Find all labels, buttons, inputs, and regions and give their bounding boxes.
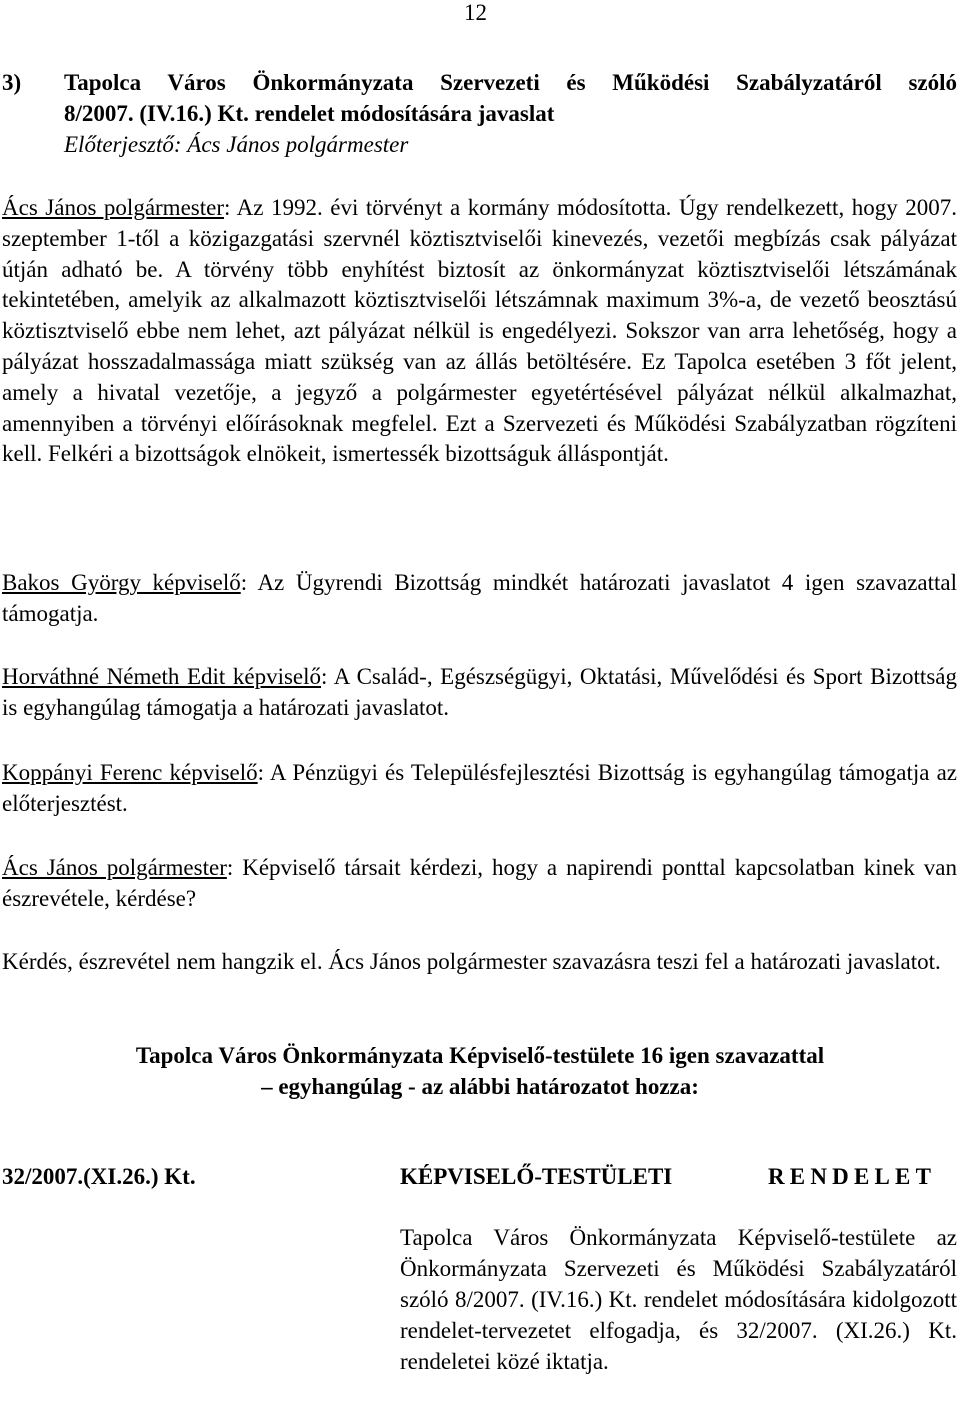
agenda-title-line2: 8/2007. (IV.16.) Kt. rendelet módosítására javaslat	[64, 100, 555, 126]
agenda-number: 3)	[2, 70, 22, 95]
motion-statement	[0, 1041, 960, 1103]
motion-line1: Tapolca Város Önkormányzata Képviselő-testülete 16 igen szavazattal	[135, 1043, 825, 1068]
speaker-name: Koppányi Ferenc képviselő	[2, 760, 258, 785]
paragraph-text: : A Pénzügyi és Településfejlesztési Bizottság is egyhangúlag támogatja az előterjesztést.	[2, 760, 957, 816]
paragraph-mayor-intro	[2, 193, 957, 470]
paragraph-text: Kérdés, észrevétel nem hangzik el. Ács János polgármester szavazásra teszi fel a határozati javaslatot.	[2, 949, 941, 974]
paragraph-committee-csalad	[2, 662, 957, 724]
speaker-name: Horváthné Németh Edit képviselő	[2, 664, 322, 689]
speaker-name: Ács János polgármester	[2, 855, 227, 880]
paragraph-mayor-question	[2, 853, 957, 915]
motion-line2: – egyhangúlag - az alábbi határozatot hozza:	[261, 1073, 699, 1099]
speaker-name: Ács János polgármester	[2, 195, 224, 220]
speaker-name: Bakos György képviselő	[2, 570, 241, 595]
decree-kind: KÉPVISELŐ-TESTÜLETI	[400, 1164, 673, 1189]
paragraph-text: : Az 1992. évi törvényt a kormány módosította. Úgy rendelkezett, hogy 2007. szeptember 1-től a közigazgatási szervnél köztisztviselői kinevezés, vezetői megbízás csak pályázat útján adható be. A törvény több enyhítést biztosít az önkormányzat köztisztviselői létszámának tekintetében, amelyik az alkalmazott köztisztviselői létszámnak maximum 3%-a, de vezető beosztású köztisztviselő ebbe nem lehet, azt pályázat nélkül is engedélyezi. Sokszor van arra lehetőség, hogy a pályázat hosszadalmassága miatt szükség van az állás betöltésére. Ez Tapolca esetében 3 főt jelent, amely a hivatal vezetője, a jegyző a polgármester egyetértésével pályázat nélkül alkalmazhat, amennyiben a törvényi előírásoknak megfelel. Ezt a Szervezeti és Működési Szabályzatban rögzíteni kell. Felkéri a bizottságok elnökeit, ismertessék bizottságuk álláspontját.	[2, 195, 957, 467]
decree-body: Tapolca Város Önkormányzata Képviselő-testülete az Önkormányzata Szervezeti és Működési Szabályzatáról szóló 8/2007. (IV.16.) Kt. rendelet módosítására kidolgozott rendelet-tervezetet elfogadja, és 32/2007. (XI.26.) Kt. rendeletei közé iktatja.	[400, 1225, 957, 1374]
paragraph-text: : A Család-, Egészségügyi, Oktatási, Művelődési és Sport Bizottság is egyhangúlag támogatja a határozati javaslatot.	[2, 664, 957, 720]
paragraph-text: : Képviselő társait kérdezi, hogy a napirendi ponttal kapcsolatban kinek van észrevétele, kérdése?	[2, 855, 957, 911]
decree-word: RENDELET	[768, 1164, 937, 1189]
paragraph-vote-call	[2, 947, 957, 978]
agenda-presenter: Előterjesztő: Ács János polgármester	[64, 131, 409, 157]
paragraph-committee-ugyrendi	[2, 568, 957, 630]
page-number: 12	[464, 0, 487, 25]
agenda-title-line1: Tapolca Város Önkormányzata Szervezeti és Működési Szabályzatáról szóló	[64, 70, 957, 95]
paragraph-text: : Az Ügyrendi Bizottság mindkét határozati javaslatot 4 igen szavazattal támogatja.	[2, 570, 957, 626]
decree-number: 32/2007.(XI.26.) Kt.	[2, 1164, 196, 1189]
paragraph-committee-penzugyi	[2, 758, 957, 820]
agenda-heading	[2, 68, 957, 160]
